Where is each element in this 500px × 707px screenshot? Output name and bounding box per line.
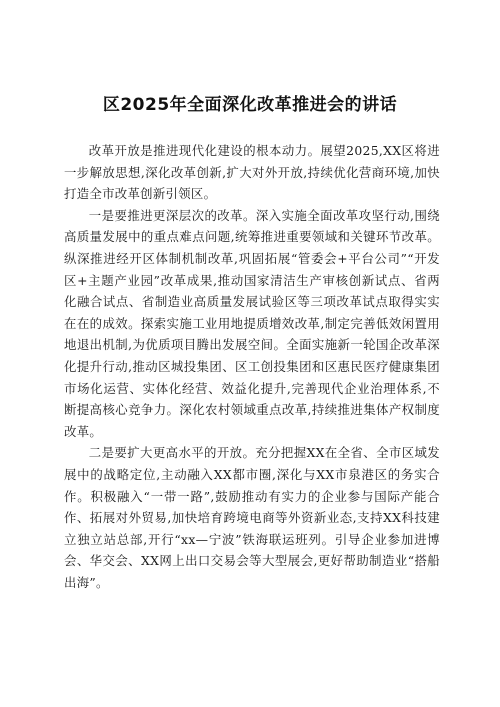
paragraph-opening: 二是要扩大更高水平的开放。充分把握XX在全省、全市区域发展中的战略定位,主动融入XX都市圈,深化与XX市泉港区的务实合作。积极融入“一带一路”,鼓励推动有实力的企业参与国际产能合作、拓展对外贸易,加快培育跨境电商等外资新业态,支持XX科技建立独立站总部,开行“xx—宁波”铁海联运班列。引导企业参加进博会、华交会、XX网上出口交易会等大型展会,更好帮助制造业“搭船出海”。 [64, 445, 440, 590]
document-title: 区2025年全面深化改革推进会的讲话 [102, 95, 398, 115]
document-body [64, 140, 440, 593]
paragraph-reform: 一是要推进更深层次的改革。深入实施全面改革攻坚行动,围绕高质量发展中的重点难点问题,统筹推进重要领域和关键环节改革。纵深推进经开区体制机制改革,巩固拓展“管委会+平台公司”“开发区+主题产业园”改革成果,推动国家清洁生产审核创新试点、省两化融合试点、省制造业高质量发展试验区等三项改革试点取得实实在在的成效。探索实施工业用地提质增效改革,制定完善低效闲置用地退出机制,为优质项目腾出发展空间。全面实施新一轮国企改革深化提升行动,推动区城投集团、区工创投集团和区惠民医疗健康集团市场化运营、实体化经营、效益化提升,完善现代企业治理体系,不断提高核心竞争力。深化农村领域重点改革,持续推进集体产权制度改革。 [64, 207, 440, 439]
paragraph-intro: 改革开放是推进现代化建设的根本动力。展望2025,XX区将进一步解放思想,深化改革创新,扩大对外开放,持续优化营商环境,加快打造全市改革创新引领区。 [64, 143, 440, 202]
